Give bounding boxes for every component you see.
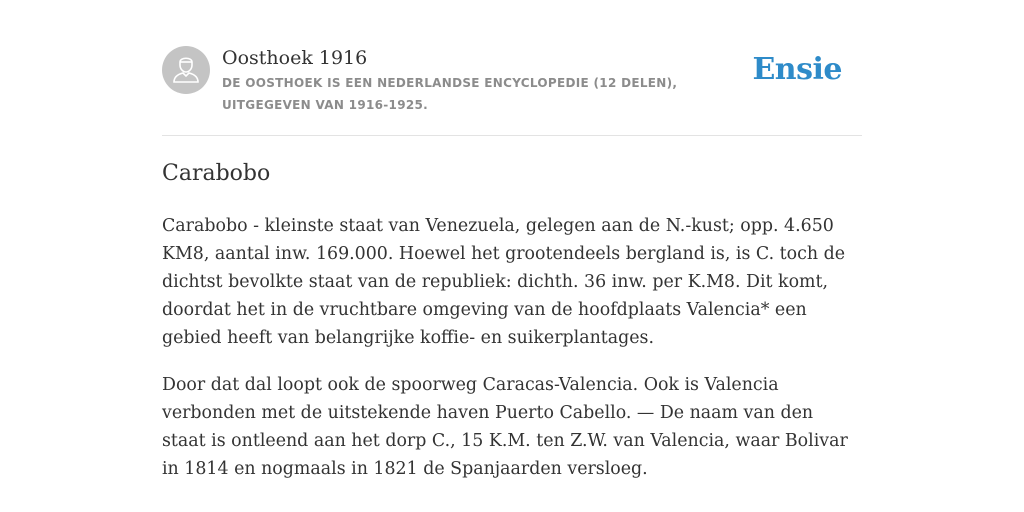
entry-paragraph: Carabobo - kleinste staat van Venezuela, gelegen aan de N.-kust; opp. 4.650 KM8, aantal inw. 169.000. Hoewel het grootendeels bergland is, is C. toch de dichtst bevolkte staat van de republiek: dichth. 36 inw. per K.M8. Dit komt, doordat het in de vruchtbare omgeving van de hoofdplaats Valencia* een gebied heeft van belangrijke koffie- en suikerplantages. <box>162 216 846 348</box>
source-description: DE OOSTHOEK IS EEN NEDERLANDSE ENCYCLOPEDIE (12 DELEN), UITGEGEVEN VAN 1916-1925. <box>222 76 678 112</box>
source-avatar[interactable] <box>162 46 210 94</box>
source-title[interactable]: Oosthoek 1916 <box>222 47 368 69</box>
entry-content <box>162 212 862 502</box>
entry-title: Carabobo <box>162 161 271 186</box>
header-divider <box>162 135 862 136</box>
ensie-logo[interactable]: Ensie <box>752 52 842 87</box>
user-icon <box>172 53 200 87</box>
source-header <box>162 46 862 136</box>
entry-paragraph: Door dat dal loopt ook de spoorweg Caracas-Valencia. Ook is Valencia verbonden met de uitstekende haven Puerto Cabello. — De naam van den staat is ontleend aan het dorp C., 15 K.M. ten Z.W. van Valencia, waar Bolivar in 1814 en nogmaals in 1821 de Spanjaarden versloeg. <box>162 375 848 479</box>
